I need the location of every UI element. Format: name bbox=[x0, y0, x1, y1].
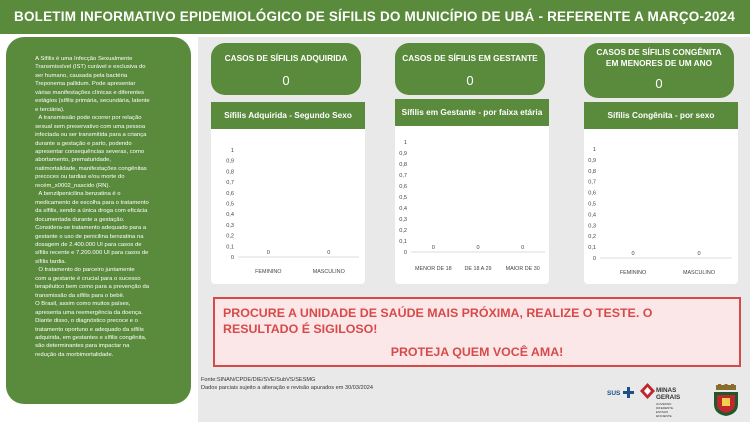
y-tick-label: 0,7 bbox=[226, 180, 234, 187]
data-label: 0 bbox=[431, 245, 435, 251]
x-tick-label: FEMININO bbox=[255, 269, 282, 275]
kpi-card-acquired bbox=[211, 43, 361, 95]
chart-title: Sífilis Adquirida - Segundo Sexo bbox=[211, 102, 365, 129]
y-tick-label: 0,9 bbox=[588, 157, 596, 164]
y-tick-label: 0,4 bbox=[588, 212, 596, 219]
y-tick-label: 0,8 bbox=[588, 168, 596, 175]
data-label: 0 bbox=[476, 245, 480, 251]
chart-congenital-by-sex bbox=[584, 102, 738, 284]
alert-slogan: PROTEJA QUEM VOCÊ AMA! bbox=[390, 345, 564, 359]
kpi-value: 0 bbox=[282, 73, 290, 88]
x-tick-label: MASCULINO bbox=[312, 269, 345, 275]
y-tick-label: 0,6 bbox=[399, 184, 407, 190]
chart-svg bbox=[211, 129, 365, 284]
coat-of-arms-icon bbox=[710, 384, 742, 416]
footer-source bbox=[201, 377, 373, 392]
header-bar bbox=[0, 0, 750, 34]
kpi-card-congenital bbox=[584, 43, 734, 98]
info-text: A Sífilis é uma Infecção Sexualmente Transmissível (IST) curável e exclusiva do ser humano, causada pela bactéria Treponema pallidum. Pode apresentar várias manifestações clínicas e diferentes estágios (sífilis primária, secundária, latente e terciária). A transmissão pode ocorrer por relação sexual sem preservativo com uma pessoa infectada ou ser transmitida para a criança durante a gestação e parto, podendo apresentar consequências severas, como abortamento, prematuridade, natimortalidade, manifestações congênitas precoces ou tardias e/ou morte do recém_x0002_nascido (RN). A benzilpenicilina benzatina é o medicamento de escolha para o tratamento da sífilis, sendo a única droga com eficácia documentada durante a gestação. Considera-se tratamento adequado para a gestante o uso de penicilina benzatina na dosagem de 2.400.000 UI para casos de sífilis recente e 7.200.000 UI para casos de sífilis tardia. O tratamento do parceiro juntamente com a gestante é crucial para o sucesso terapêutico bem como para a prevenção da transmissão da sífilis para o bebê. O Brasil, assim como muitos países, apresenta uma reemergência da doença. Diante disso, o diagnóstico precoce e o tratamento oportuno e adequado da sífilis adquirida, em gestantes e sífilis congênita, são determinantes para impactar na redução da morbimortalidade. bbox=[35, 56, 150, 358]
data-label: 0 bbox=[327, 250, 331, 256]
y-tick-label: 0,3 bbox=[399, 217, 407, 223]
y-tick-label: 0,1 bbox=[399, 239, 407, 245]
y-tick-label: 0,8 bbox=[399, 162, 407, 168]
footer-note-line: Dados parciais sujeito a alteração e revisão apurados em 30/03/2024 bbox=[201, 384, 373, 391]
y-tick-label: 0,6 bbox=[226, 190, 234, 197]
chart-title: Sífilis Congênita - por sexo bbox=[584, 102, 738, 129]
x-tick-label: MENOR DE 18 bbox=[415, 266, 452, 272]
data-label: 0 bbox=[521, 245, 525, 251]
x-tick-label: DE 18 A 29 bbox=[464, 266, 492, 272]
y-tick-label: 0,4 bbox=[399, 206, 407, 212]
y-tick-label: 0,9 bbox=[226, 158, 234, 165]
kpi-title: CASOS DE SÍFILIS ADQUIRIDA bbox=[224, 53, 348, 63]
y-tick-label: 0,2 bbox=[588, 234, 596, 241]
data-label: 0 bbox=[697, 251, 701, 257]
alert-message: PROCURE A UNIDADE DE SAÚDE MAIS PRÓXIMA, REALIZE O TESTE. O RESULTADO É SIGILOSO! bbox=[223, 306, 653, 336]
y-tick-label: 0,1 bbox=[588, 245, 596, 252]
y-tick-label: 0,1 bbox=[226, 244, 234, 251]
y-tick-label: 1 bbox=[403, 140, 407, 146]
y-tick-label: 0 bbox=[592, 256, 596, 262]
y-tick-label: 0,7 bbox=[588, 179, 596, 186]
y-tick-label: 0,5 bbox=[226, 201, 234, 208]
y-tick-label: 0,6 bbox=[588, 190, 596, 197]
chart-title: Sífilis em Gestante - por faixa etária bbox=[395, 99, 549, 126]
x-tick-label: MASCULINO bbox=[682, 270, 716, 276]
y-tick-label: 1 bbox=[592, 147, 596, 153]
data-label: 0 bbox=[266, 250, 270, 256]
y-tick-label: 0,3 bbox=[588, 223, 596, 230]
minas-gerais-mark-icon bbox=[640, 383, 655, 399]
y-tick-label: 0,5 bbox=[588, 201, 596, 208]
x-tick-label: FEMININO bbox=[619, 270, 647, 276]
chart-pregnant-by-age bbox=[395, 99, 549, 284]
kpi-title: CASOS DE SÍFILIS EM GESTANTE bbox=[402, 53, 538, 63]
logo-text-line: MINAS bbox=[656, 387, 677, 394]
y-tick-label: 0,8 bbox=[226, 169, 234, 176]
x-tick-label: MAIOR DE 30 bbox=[505, 266, 540, 272]
logo-tagline: GOVERNO DIFERENTE. ESTADO EFICIENTE. bbox=[656, 402, 674, 418]
y-tick-label: 0,7 bbox=[399, 173, 407, 179]
kpi-card-pregnant bbox=[395, 43, 545, 95]
logo-text-line: GERAIS bbox=[656, 394, 681, 401]
chart-svg bbox=[584, 129, 738, 284]
y-tick-label: 0,2 bbox=[226, 233, 234, 240]
y-tick-label: 0 bbox=[230, 255, 234, 261]
kpi-value: 0 bbox=[655, 76, 663, 91]
y-tick-label: 0,5 bbox=[399, 195, 407, 201]
minas-gerais-logo bbox=[656, 387, 680, 401]
alert-banner bbox=[213, 297, 741, 367]
y-tick-label: 1 bbox=[230, 148, 234, 154]
sus-logo: SUS bbox=[607, 390, 621, 397]
y-tick-label: 0,4 bbox=[226, 212, 234, 219]
kpi-value: 0 bbox=[466, 73, 474, 88]
chart-svg bbox=[395, 126, 549, 284]
info-panel bbox=[6, 37, 191, 404]
footer-source-line: Fonte:SINAN/CPDE/DIE/SVE/SubVS/SESMG bbox=[201, 377, 316, 383]
health-cross-icon bbox=[623, 387, 634, 398]
page-title: BOLETIM INFORMATIVO EPIDEMIOLÓGICO DE SÍFILIS DO MUNICÍPIO DE UBÁ - REFERENTE A MARÇO-2024 bbox=[14, 9, 736, 24]
y-tick-label: 0,3 bbox=[226, 222, 234, 229]
chart-acquired-by-sex bbox=[211, 102, 365, 284]
kpi-title: CASOS DE SÍFILIS CONGÊNITA EM MENORES DE UM ANO bbox=[596, 47, 722, 68]
y-tick-label: 0,2 bbox=[399, 228, 407, 234]
data-label: 0 bbox=[631, 251, 635, 257]
y-tick-label: 0 bbox=[403, 250, 407, 256]
y-tick-label: 0,9 bbox=[399, 151, 407, 157]
